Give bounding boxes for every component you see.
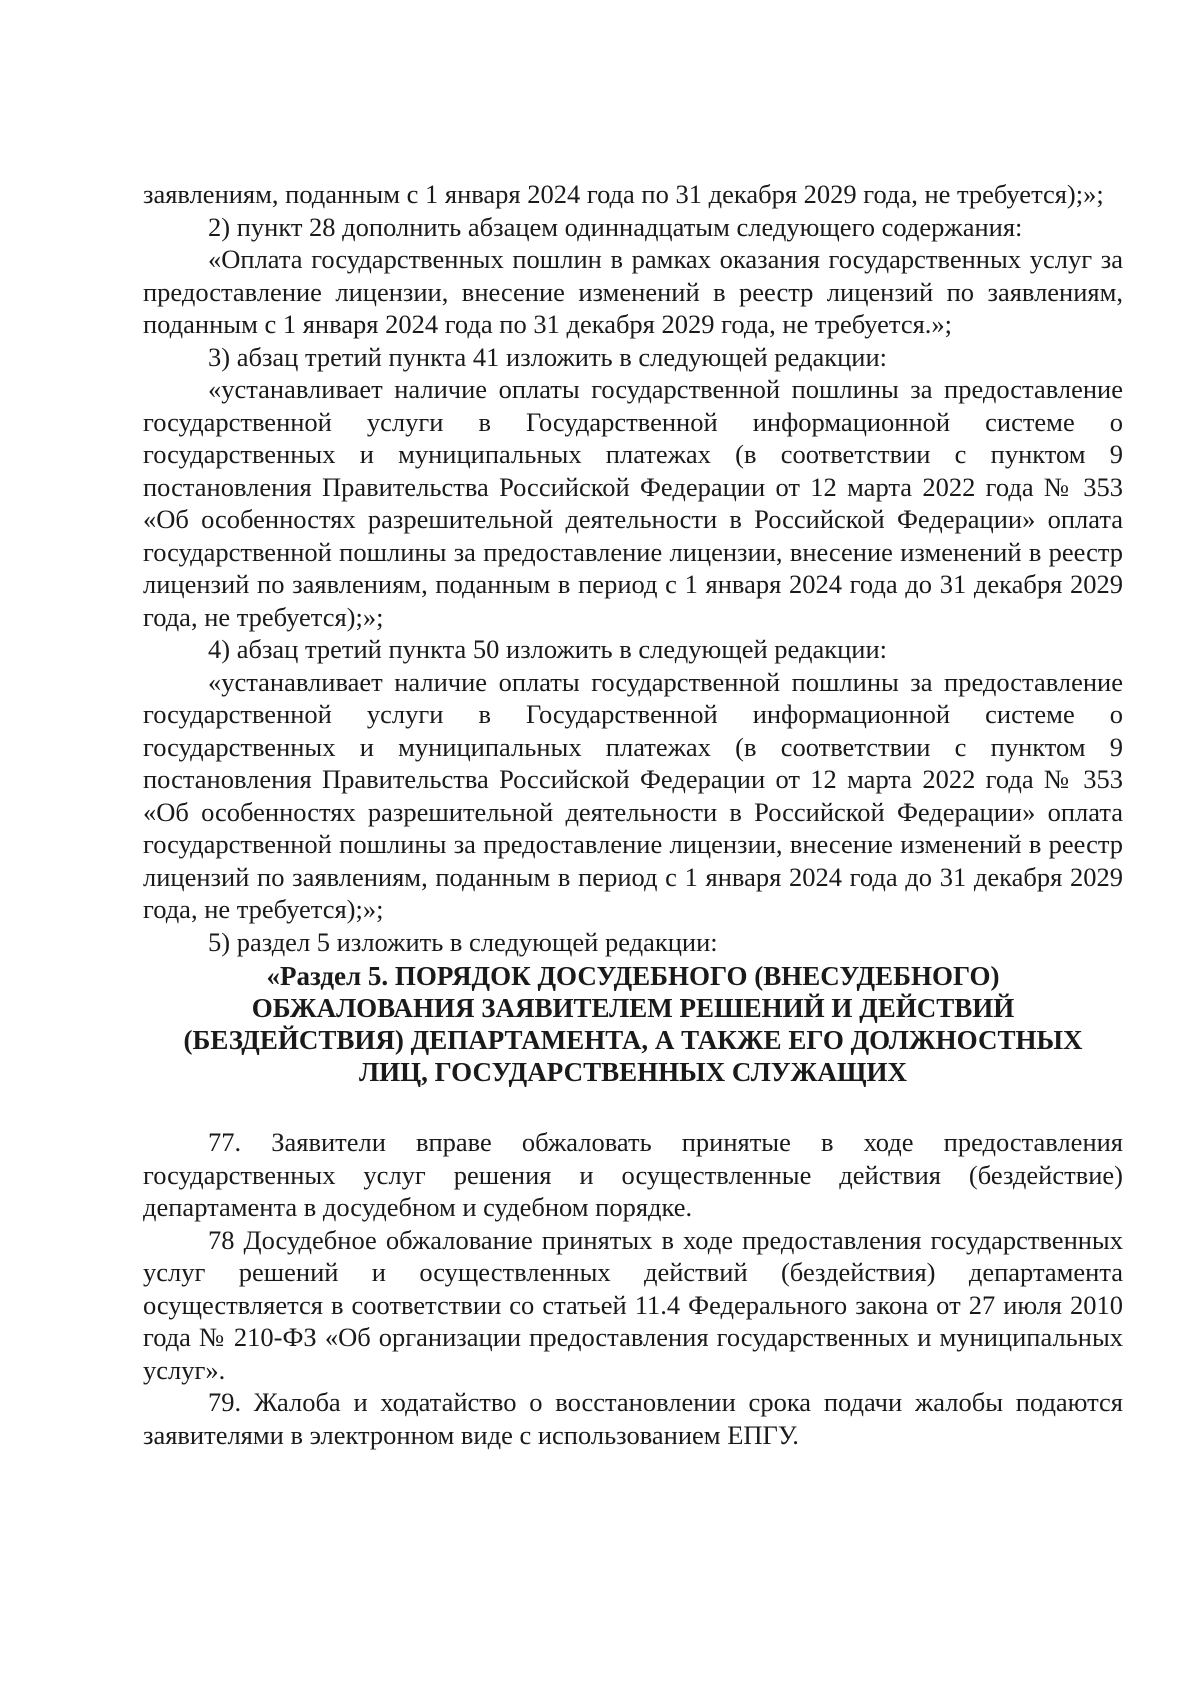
section-heading-line-2: ОБЖАЛОВАНИЯ ЗАЯВИТЕЛЕМ РЕШЕНИЙ И ДЕЙСТВИЙ bbox=[251, 993, 1015, 1023]
paragraph-77: 77. Заявители вправе обжаловать принятые в ходе предоставления государственных услуг решения и осуществленные действия (бездействие) департамента в досудебном и судебном порядке. bbox=[143, 1127, 1123, 1222]
paragraph-79: 79. Жалоба и ходатайство о восстановлении срока подачи жалобы подаются заявителями в электронном виде с использованием ЕПГУ. bbox=[143, 1387, 1123, 1450]
paragraph-78: 78 Досудебное обжалование принятых в ходе предоставления государственных услуг решений и осуществленных действий (бездействия) департамента осуществляется в соответствии со статьей 11.4 Федерального закона от 27 июля 2010 года № 210-ФЗ «Об организации предоставления государственных и муниципальных услуг». bbox=[143, 1224, 1123, 1385]
paragraph-item-5: 5) раздел 5 изложить в следующей редакции: bbox=[208, 926, 718, 957]
paragraph-quote-2: «устанавливает наличие оплаты государственной пошлины за предоставление государственной услуги в Государственной информационной системе о государственных и муниципальных платежах (в соответствии с пунктом 9 постановления Правительства Российской Федерации от 12 марта 2022 года № 353 «Об особенностях разрешительной деятельности в Российской Федерации» оплата государственной пошлины за предоставление лицензии, внесение изменений в реестр лицензий по заявлениям, поданным в период с 1 января 2024 года до 31 декабря 2029 года, не требуется);»; bbox=[143, 374, 1123, 632]
section-heading bbox=[143, 960, 1123, 1088]
section-heading-line-3: (БЕЗДЕЙСТВИЯ) ДЕПАРТАМЕНТА, А ТАКЖЕ ЕГО ДОЛЖНОСТНЫХ bbox=[183, 1025, 1083, 1055]
section-body bbox=[143, 1126, 1123, 1451]
section-heading-line-1: «Раздел 5. ПОРЯДОК ДОСУДЕБНОГО (ВНЕСУДЕБНОГО) bbox=[266, 961, 1000, 991]
paragraph-item-2: 2) пункт 28 дополнить абзацем одиннадцатым следующего содержания: bbox=[208, 211, 1023, 242]
section-heading-line-4: ЛИЦ, ГОСУДАРСТВЕННЫХ СЛУЖАЩИХ bbox=[359, 1057, 907, 1087]
document-page bbox=[143, 178, 1123, 1451]
paragraph-item-3: 3) абзац третий пункта 41 изложить в следующей редакции: bbox=[208, 341, 887, 372]
paragraph-continuation: заявлениям, поданным с 1 января 2024 года по 31 декабря 2029 года, не требуется);»; bbox=[143, 179, 1104, 209]
paragraph-item-4: 4) абзац третий пункта 50 изложить в следующей редакции: bbox=[208, 634, 887, 664]
paragraph-quote-1: «Оплата государственных пошлин в рамках оказания государственных услуг за предоставление лицензии, внесение изменений в реестр лицензий по заявлениям, поданным с 1 января 2024 года по 31 декабря 2029 года, не требуется.»; bbox=[143, 244, 1123, 339]
paragraph-quote-3: «устанавливает наличие оплаты государственной пошлины за предоставление государственной услуги в Государственной информационной системе о государственных и муниципальных платежах (в соответствии с пунктом 9 постановления Правительства Российской Федерации от 12 марта 2022 года № 353 «Об особенностях разрешительной деятельности в Российской Федерации» оплата государственной пошлины за предоставление лицензии, внесение изменений в реестр лицензий по заявлениям, поданным в период с 1 января 2024 года до 31 декабря 2029 года, не требуется);»; bbox=[143, 666, 1123, 924]
